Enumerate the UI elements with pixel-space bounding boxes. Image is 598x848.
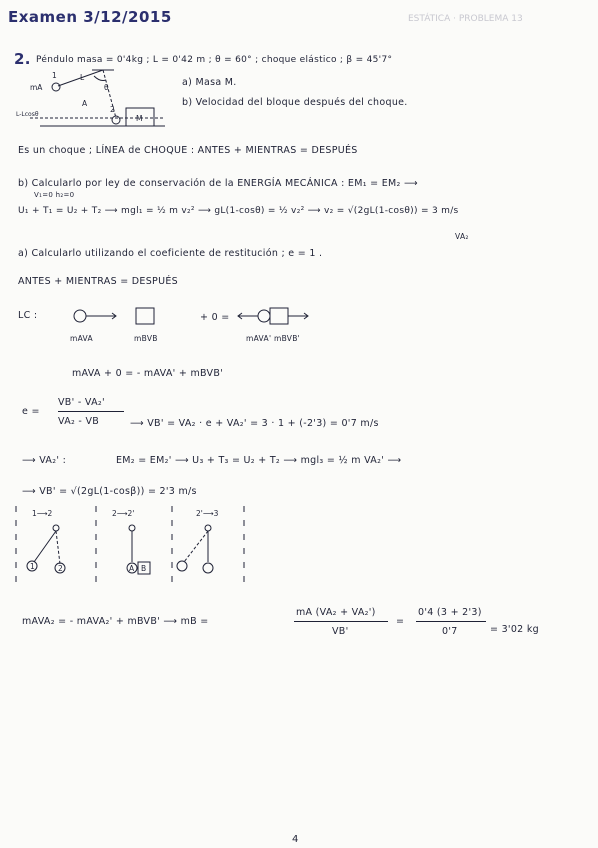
lc-block-before bbox=[136, 308, 154, 324]
part-b-text: b) Velocidad del bloque después del choque. bbox=[182, 97, 408, 108]
lc-plus-zero: + 0 = bbox=[200, 312, 230, 323]
final-fraction-bar-2 bbox=[416, 621, 486, 622]
line-energy-sub2: VA₂ bbox=[455, 232, 469, 241]
stage2-label: 2⟶2' bbox=[112, 509, 135, 518]
vb-prime-result: ⟶ VB' = √(2gL(1-cosβ)) = 2'3 m/s bbox=[22, 486, 197, 497]
theta-arc bbox=[94, 76, 106, 81]
stage1-ball-2-label: 2 bbox=[58, 564, 63, 573]
part-a-text: a) Masa M. bbox=[182, 77, 237, 88]
e-label: e = bbox=[22, 406, 40, 417]
lc-label: LC : bbox=[18, 310, 38, 321]
stage3-ball-3 bbox=[177, 561, 187, 571]
label-2: 2 bbox=[110, 105, 115, 114]
lc-block-after bbox=[270, 308, 288, 324]
stage2-pivot bbox=[129, 525, 135, 531]
final-result: = 3'02 kg bbox=[490, 624, 539, 635]
stage2-block-b-label: B bbox=[141, 564, 147, 573]
bleed-through-text: ESTÁTICA · PROBLEMA 13 bbox=[408, 14, 523, 24]
line-choque: Es un choque ; LÍNEA de CHOQUE : ANTES + MIENTRAS = DESPUÉS bbox=[18, 145, 358, 156]
label-lcos: L-Lcosθ bbox=[16, 111, 39, 118]
label-m: M bbox=[136, 114, 143, 123]
stages-figure bbox=[12, 506, 248, 590]
final-numerator: mA (VA₂ + VA₂') bbox=[296, 607, 376, 618]
line-energy-sub: V₁=0 h₂=0 bbox=[34, 191, 75, 199]
e-numerator: VB' - VA₂' bbox=[58, 397, 105, 408]
lc-mbvb: mBVB bbox=[134, 334, 158, 343]
pendulum-figure bbox=[16, 68, 170, 128]
final-equals: = bbox=[396, 616, 405, 627]
stage1-pivot bbox=[53, 525, 59, 531]
page-title: Examen 3/12/2015 bbox=[8, 8, 172, 26]
line-energy: b) Calcularlo por ley de conservación de la ENERGÍA MECÁNICA : EM₁ = EM₂ ⟶ bbox=[18, 178, 418, 189]
line-antes: ANTES + MIENTRAS = DESPUÉS bbox=[18, 276, 178, 287]
stage1-ball-1-label: 1 bbox=[30, 562, 35, 571]
label-1: 1 bbox=[52, 71, 57, 80]
label-theta: θ bbox=[104, 83, 109, 92]
stage2-ball-a-label: A bbox=[129, 564, 135, 573]
final-denominator: VB' bbox=[332, 626, 349, 637]
lc-ball-before bbox=[74, 310, 86, 322]
problem-number: 2. bbox=[14, 50, 31, 68]
ball-start bbox=[52, 83, 60, 91]
e-fraction-bar bbox=[58, 411, 124, 412]
label-a: A bbox=[82, 99, 88, 108]
stage3-pivot bbox=[205, 525, 211, 531]
stage1-label: 1⟶2 bbox=[32, 509, 53, 518]
final-numerator-values: 0'4 (3 + 2'3) bbox=[418, 607, 482, 618]
final-momentum: mAVA₂ = - mAVA₂' + mBVB' ⟶ mB = bbox=[22, 616, 209, 627]
line-energy-equation: U₁ + T₁ = U₂ + T₂ ⟶ mgl₁ = ½ m v₂² ⟶ gL(1-cosθ) = ½ v₂² ⟶ v₂ = √(2gL(1-cosθ)) = 3 m/s bbox=[18, 206, 459, 216]
lc-mava: mAVA bbox=[70, 334, 93, 343]
lc-ball-after bbox=[258, 310, 270, 322]
stage3-label: 2'⟶3 bbox=[196, 509, 219, 518]
stage1-string bbox=[34, 531, 56, 562]
va2-prime-label: ⟶ VA₂' : bbox=[22, 455, 67, 466]
problem-statement: Péndulo masa = 0'4kg ; L = 0'42 m ; θ = 60° ; choque elástico ; β = 45'7° bbox=[36, 55, 393, 65]
ball-bottom bbox=[112, 116, 120, 124]
momentum-equation: mAVA + 0 = - mAVA' + mBVB' bbox=[72, 368, 224, 379]
label-ma: mA bbox=[30, 83, 43, 92]
e-denominator: VA₂ - VB bbox=[58, 416, 100, 427]
stage3-ball-2 bbox=[203, 563, 213, 573]
label-l: L bbox=[80, 73, 85, 82]
page-number: 4 bbox=[292, 834, 299, 845]
final-fraction-bar bbox=[294, 621, 388, 622]
lc-after: mAVA' mBVB' bbox=[246, 334, 301, 343]
va2-prime-energy: EM₂ = EM₂' ⟶ U₃ + T₃ = U₂ + T₂ ⟶ mgl₃ = ½ m VA₂' ⟶ bbox=[116, 455, 402, 466]
line-restitution: a) Calcularlo utilizando el coeficiente de restitución ; e = 1 . bbox=[18, 248, 323, 259]
vb-prime-calc: ⟶ VB' = VA₂ · e + VA₂' = 3 · 1 + (-2'3) = 0'7 m/s bbox=[130, 418, 379, 429]
final-denominator-values: 0'7 bbox=[442, 626, 458, 637]
